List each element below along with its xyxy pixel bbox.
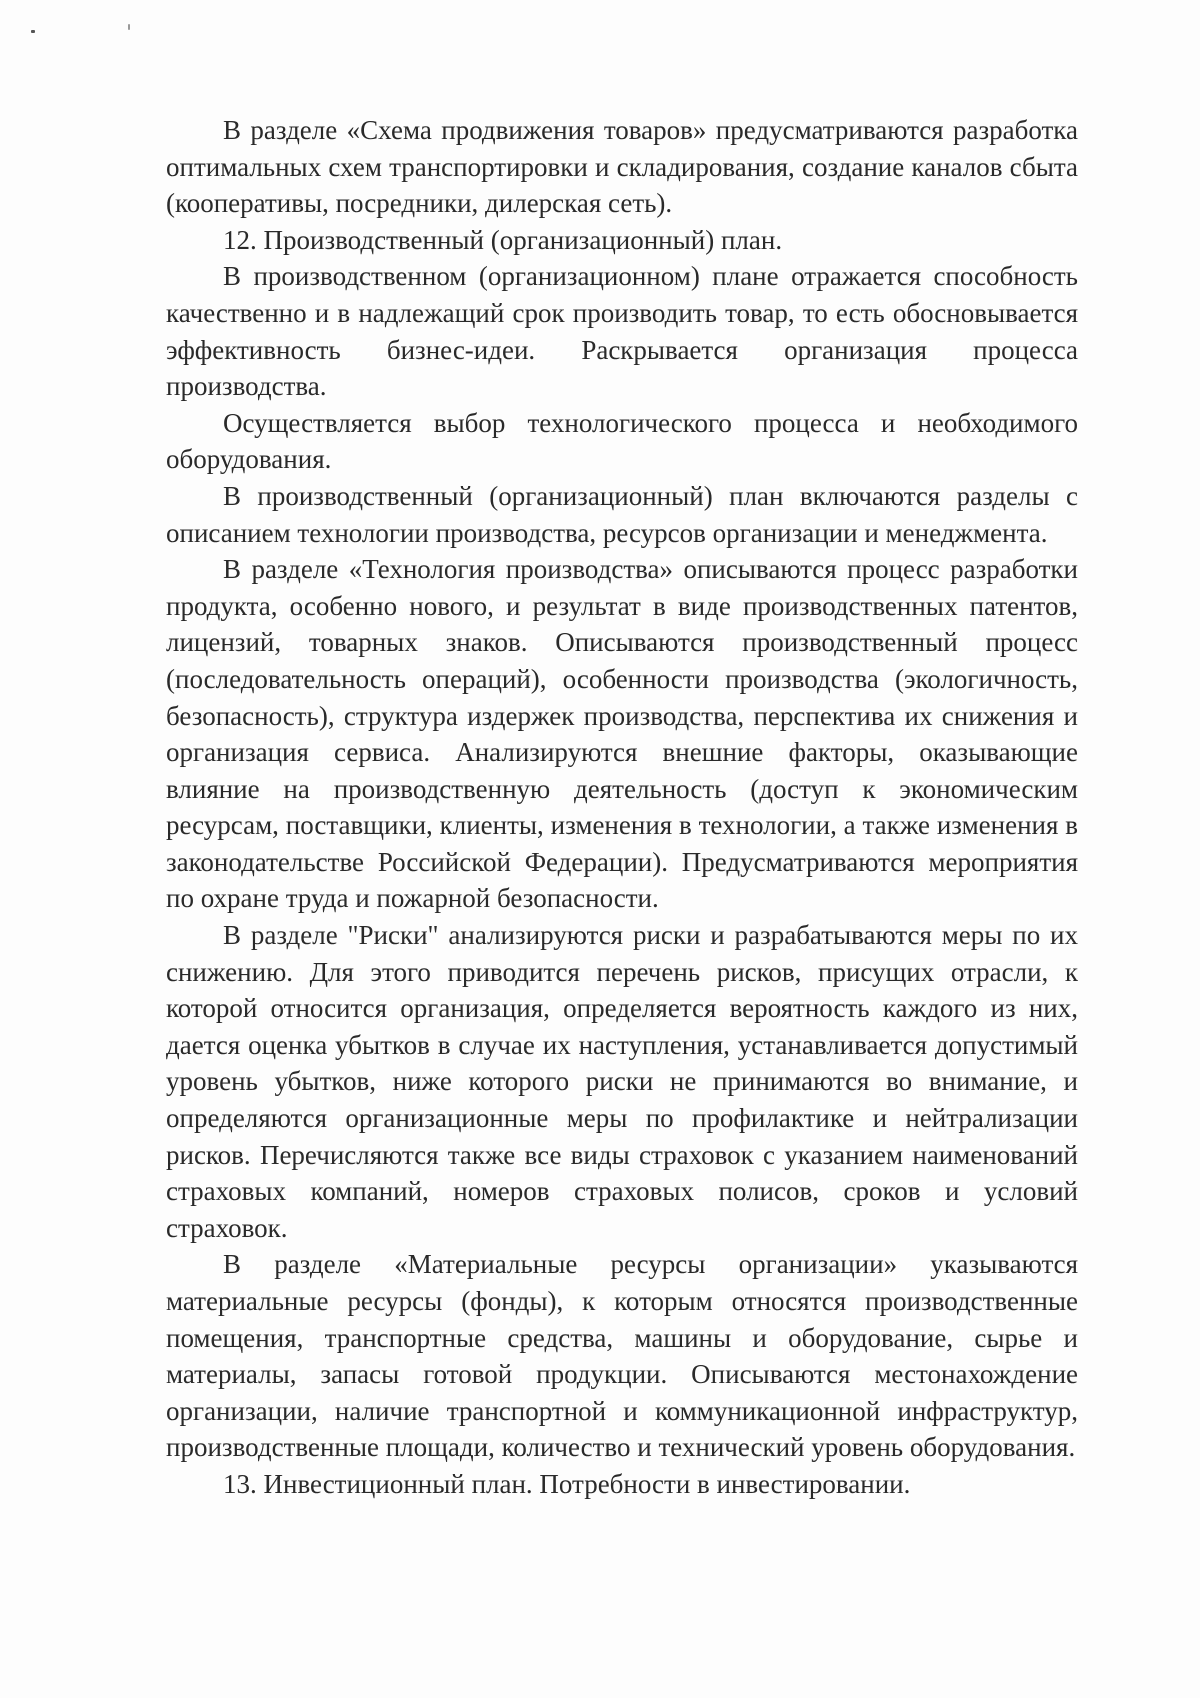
paragraph-technology-choice: Осуществляется выбор технологического процесса и необходимого оборудования. bbox=[166, 407, 1078, 475]
scan-speck bbox=[128, 24, 130, 30]
section-heading-production-plan: 12. Производственный (организационный) план. bbox=[223, 224, 783, 255]
paragraph-production-technology: В разделе «Технология производства» описываются процесс разработки продукта, особенно нового, и результат в виде производственных патентов, лицензий, товарных знаков. Описываются производственный процесс (последовательность операций), особенности производства (экологичность, безопасность), структура издержек производства, перспектива их снижения и организация сервиса. Анализируются внешние факторы, оказывающие влияние на производственную деятельность (доступ к экономическим ресурсам, поставщики, клиенты, изменения в технологии, а также изменения в законодательстве Российской Федерации). Предусматриваются мероприятия по охране труда и пожарной безопасности. bbox=[166, 554, 1078, 914]
paragraph-plan-sections: В производственный (организационный) план включаются разделы с описанием технологии производства, ресурсов организации и менеджмента. bbox=[166, 480, 1078, 548]
paragraph-risks: В разделе "Риски" анализируются риски и разрабатываются меры по их снижению. Для этого приводится перечень рисков, присущих отрасли, к которой относится организация, определяется вероятность каждого из них, дается оценка убытков в случае их наступления, устанавливается допустимый уровень убытков, ниже которого риски не принимаются во внимание, и определяются организационные меры по профилактике и нейтрализации рисков. Перечисляются также все виды страховок с указанием наименований страховых компаний, номеров страховых полисов, сроков и условий страховок. bbox=[166, 920, 1078, 1243]
section-heading-investment-plan: 13. Инвестиционный план. Потребности в инвестировании. bbox=[223, 1468, 911, 1499]
paragraph-material-resources: В разделе «Материальные ресурсы организации» указываются материальные ресурсы (фонды), к которым относятся производственные помещения, транспортные средства, машины и оборудование, сырье и материалы, запасы готовой продукции. Описываются местонахождение организации, наличие транспортной и коммуникационной инфраструктур, производственные площади, количество и технический уровень оборудования. bbox=[166, 1249, 1078, 1463]
paragraph-promotion-scheme: В разделе «Схема продвижения товаров» предусматриваются разработка оптимальных схем транспортировки и складирования, создание каналов сбыта (кооперативы, посредники, дилерская сеть). bbox=[166, 115, 1078, 219]
paragraph-production-plan: В производственном (организационном) плане отражается способность качественно и в надлежащий срок производить товар, то есть обосновывается эффективность бизнес-идеи. Раскрывается организация процесса производства. bbox=[166, 261, 1078, 402]
scan-speck bbox=[31, 30, 35, 33]
document-body bbox=[166, 112, 1078, 1503]
